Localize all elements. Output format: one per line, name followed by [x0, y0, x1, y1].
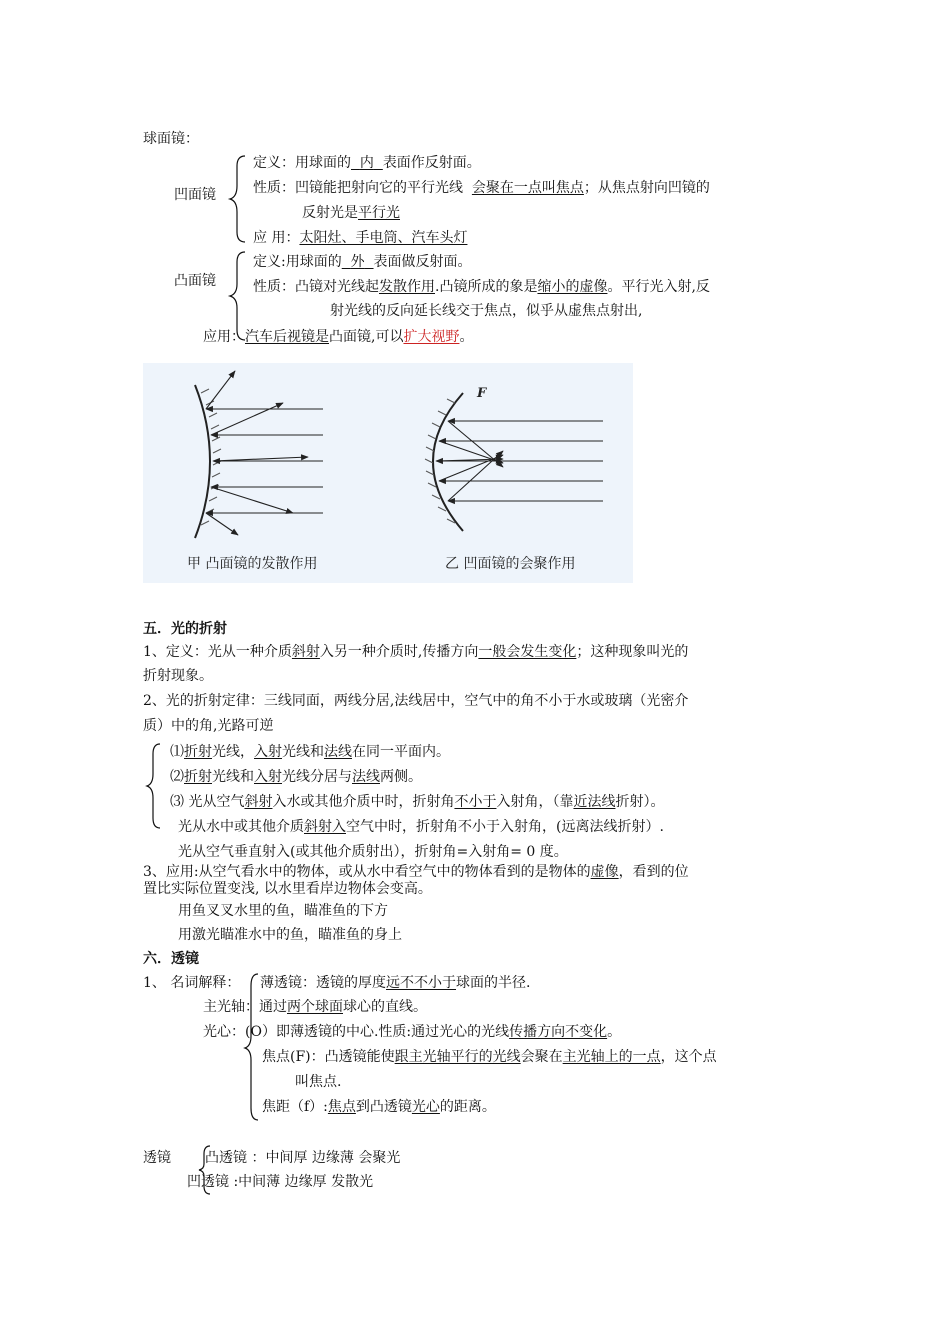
refraction-example-2: 用激光瞄准水中的鱼，瞄准鱼的身上	[178, 927, 402, 943]
refraction-definition-line2: 折射现象。	[143, 668, 213, 684]
section-title-refraction: 五．光的折射	[143, 621, 227, 637]
convex-mirror-label: 凸面镜	[174, 273, 216, 289]
refraction-definition: 1、定义：光从一种介质斜射入另一种介质时,传播方向一般会发生变化；这种现象叫光的	[143, 644, 689, 660]
concave-mirror-label: 凹面镜	[174, 187, 216, 203]
lens-focal-length: 焦距（f）:焦点到凸透镜光心的距离。	[262, 1099, 496, 1115]
concave-application: 应 用：太阳灶、手电筒、汽车头灯	[253, 230, 468, 246]
convex-mirror-drawing	[195, 371, 323, 538]
lens-thin: 薄透镜：透镜的厚度远不不小于球面的半径.	[260, 975, 531, 991]
lens-type-label: 透镜	[143, 1150, 171, 1166]
refraction-law-item-1: ⑴折射光线，入射光线和法线在同一平面内。	[170, 744, 450, 760]
concave-definition: 定义：用球面的 内 表面作反射面。	[253, 155, 481, 171]
refraction-law: 2、光的折射定律：三线同面，两线分居,法线居中，空气中的角不小于水或玻璃（光密介	[143, 693, 689, 709]
convex-application: 应用：汽车后视镜是凸面镜,可以扩大视野。	[203, 329, 474, 345]
refraction-law-line2: 质）中的角,光路可逆	[143, 718, 274, 734]
refraction-law-item-5: 光从空气垂直射入(或其他介质射出），折射角=入射角= 0 度。	[178, 844, 568, 860]
convex-definition: 定义:用球面的 外 表面做反射面。	[253, 254, 472, 270]
caption-left: 甲 凸面镜的发散作用	[187, 556, 318, 572]
lens-concave: 凹透镜 :中间薄 边缘厚 发散光	[187, 1174, 374, 1190]
lens-principal-axis: 主光轴：通过两个球面球心的直线。	[203, 999, 427, 1015]
concave-property-line2: 反射光是平行光	[302, 205, 400, 221]
section-title-lens: 六．透镜	[143, 951, 199, 967]
refraction-application-line2: 置比实际位置变浅, 以水里看岸边物体会变高。	[143, 881, 432, 897]
mirror-diagram-figure	[143, 363, 633, 583]
convex-property: 性质：凸镜对光线起发散作用.凸镜所成的象是缩小的虚像。平行光入射,反	[253, 279, 710, 295]
concave-mirror-drawing	[425, 386, 603, 531]
section-title-spherical-mirror: 球面镜：	[143, 131, 199, 147]
lens-optical-center: 光心：(O）即薄透镜的中心.性质:通过光心的光线传播方向不变化。	[203, 1024, 622, 1040]
refraction-law-brace	[146, 742, 162, 830]
lens-focus: 焦点(F)：凸透镜能使跟主光轴平行的光线会聚在主光轴上的一点，这个点	[262, 1049, 717, 1065]
refraction-law-item-4: 光从水中或其他介质斜射入空气中时，折射角不小于入射角，(远离法线折射）.	[178, 819, 664, 835]
refraction-application: 3、应用:从空气看水中的物体，或从水中看空气中的物体看到的是物体的虚像，看到的位	[143, 864, 689, 880]
lens-focus-line2: 叫焦点.	[295, 1074, 342, 1090]
mirror-diagram	[143, 363, 633, 583]
concave-brace	[229, 154, 249, 244]
concave-property: 性质：凹镜能把射向它的平行光线 会聚在一点叫焦点；从焦点射向凹镜的	[253, 180, 710, 196]
focus-letter-F: F	[477, 386, 487, 401]
caption-right: 乙 凹面镜的会聚作用	[445, 556, 576, 572]
lens-term-brace	[244, 972, 260, 1122]
refraction-law-item-3: ⑶ 光从空气斜射入水或其他介质中时，折射角不小于入射角，（靠近法线折射）。	[170, 794, 665, 810]
refraction-example-1: 用鱼叉叉水里的鱼，瞄准鱼的下方	[178, 903, 388, 919]
refraction-law-item-2: ⑵折射光线和入射光线分居与法线两侧。	[170, 769, 422, 785]
lens-convex: 凸透镜 ：中间厚 边缘薄 会聚光	[205, 1150, 401, 1166]
lens-term-label: 1、 名词解释：	[143, 975, 241, 991]
convex-property-line2: 射光线的反向延长线交于焦点，似乎从虚焦点射出,	[330, 303, 643, 319]
